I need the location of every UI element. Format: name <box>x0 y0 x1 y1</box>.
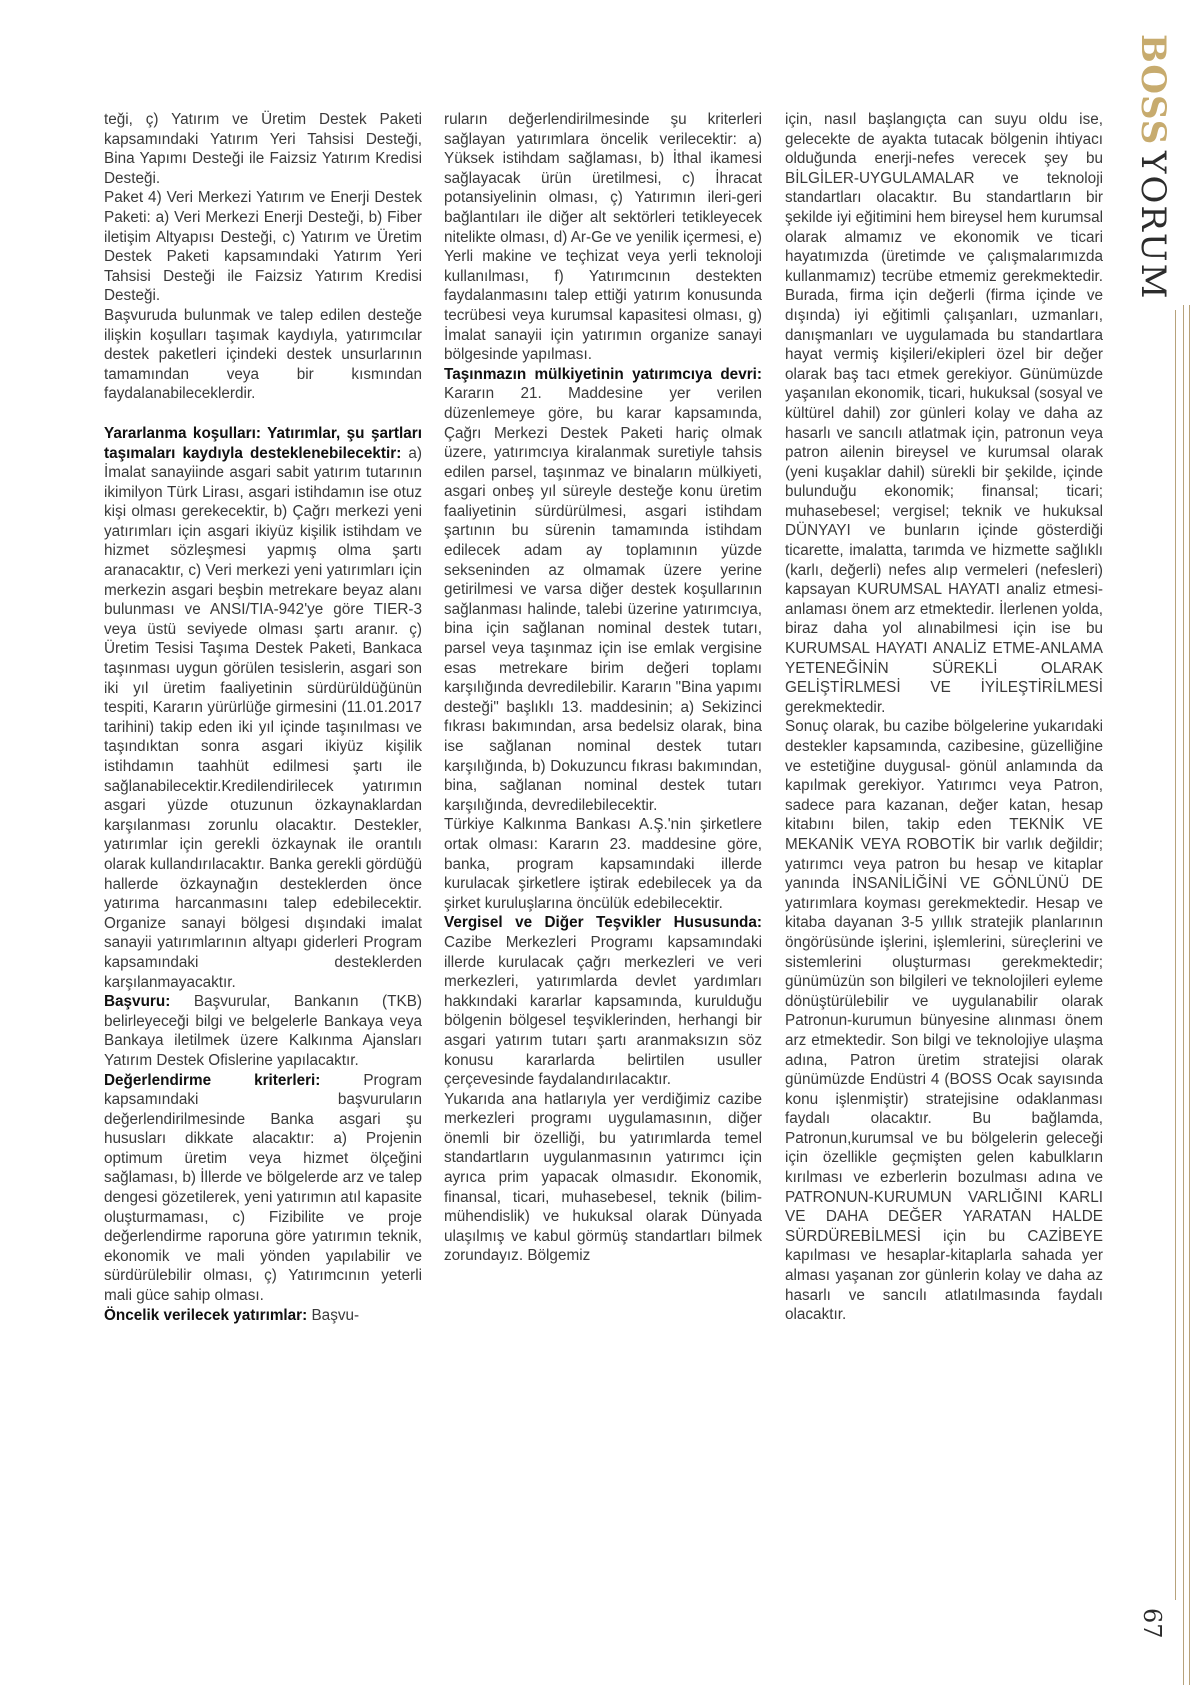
decorative-rule <box>1175 310 1176 1600</box>
article-column-2 <box>444 110 762 1266</box>
paragraph: ruların değerlendirilmesinde şu kriterleri sağlayan yatırımlara öncelik verilecektir: a) Yüksek istihdam sağlaması, b) İthal ikamesi sağlayacak ürün üretilmesi, c) İhracat potansiyelinin olması, ç) Yatırımın ileri-geri bağlantıları ile diğer alt sektörleri tetikleyecek nitelikte olması, d) Ar-Ge ve yenilik içermesi, e) Yerli makine ve teçhizat veya yerli teknoloji kullanılması, f) Yatırımcının destekten faydalanmasını talep ettiği yatırım konusunda tecrübesi veya kurumsal kapasitesi olması, g) İmalat sanayii için yatırımın organize sanayi bölgesinde yapılması. <box>444 111 762 364</box>
paragraph: teği, ç) Yatırım ve Üretim Destek Paketi kapsamındaki Yatırım Yeri Tahsisi Desteği, Bina Yapımı Desteği ile Faizsiz Yatırım Kredisi Desteği. <box>104 111 422 187</box>
decorative-rule <box>1183 305 1184 1685</box>
paragraph-oncelik <box>104 1306 422 1326</box>
article-column-3 <box>785 110 1103 1325</box>
paragraph-text: Program kapsamındaki başvuruların değerlendirilmesinde Banka asgari şu hususları dikkate alacaktır: a) Projenin optimum üretim veya hizmet ölçeğini sağlaması, b) İllerde ve bölgelerde arz ve talep dengesi gözetilerek, yeni yatırımın atıl kapasite oluşturmaması, c) Fizibilite ve proje değerlendirme raporuna göre yatırımın teknik, ekonomik ve mali yönden yapılabilir ve sürdürülebilir olması, ç) Yatırımcının yeterli mali güce sahip olması. <box>104 1071 423 1305</box>
masthead-sidebar <box>1123 0 1200 1689</box>
masthead-title <box>1133 34 1173 301</box>
paragraph-tasinmaz <box>444 365 762 816</box>
paragraph: Yukarıda ana hatlarıyla yer verdiğimiz cazibe merkezleri programı uygulamasının, diğer önemli bir özelliği, bu yatırımlarda temel standartların uygulanmasının yatırımcı için ayrıca prim yapacak olmasıdır. Ekonomik, finansal, ticari, muhasebesel, teknik (bilim-mühendislik) ve hukuksal olarak Dünyada ulaşılmış ve kabul görmüş standartları bilmek zorundayız. Bölgemiz <box>444 1090 762 1265</box>
paragraph: Paket 4) Veri Merkezi Yatırım ve Enerji Destek Paketi: a) Veri Merkezi Enerji Desteği, b) Fiber iletişim Altyapısı Desteği, c) Yatırım ve Üretim Destek Paketi kapsamındaki Yatırım Yeri Tahsisi Desteği ile Faizsiz Yatırım Kredisi Desteği. <box>104 189 422 305</box>
paragraph: Türkiye Kalkınma Bankası A.Ş.'nin şirketlere ortak olması: Kararın 23. maddesine göre, banka, program kapsamındaki illerde kurulacak şirketlere iştirak edebilecek ya da şirket kuruluşlarına öncülük edebilecektir. <box>444 816 762 912</box>
page-number: 67 <box>1138 1608 1166 1639</box>
paragraph: Başvuruda bulunmak ve talep edilen desteğe ilişkin koşulları taşımak kaydıyla, yatırımcılar destek paketleri içindeki destek unsurlarının tamamından veya bir kısmından faydalanabileceklerdir. <box>104 306 422 403</box>
paragraph: Sonuç olarak, bu cazibe bölgelerine yukarıdaki destekler kapsamında, cazibesine, güzelliğine ve estetiğine duygusal- gönül anlamında da kapılmak gerekiyor. Yatırımcı veya Patron, sadece para kazanan, değer katan, hesap kitabını bilen, takip eden TEKNİK VE MEKANİK VEYA ROBOTİK bir varlık değildir; yatırımcı veya patron bu hesap ve kitaplar yanında İNSANİLİĞİNİ VE GÖNLÜNÜ DE yatırımlara koyması gerekmektedir. Hesap ve kitaba dayanan 3-5 yıllık stratejik planlarının öngörüsünde işlerini, işlemlerini, süreçlerini ve sistemlerini oluşturması gerekmektedir; günümüzün son bilgileri ve teknolojileri eyleme dönüştürülebilir ve uygulanabilir olarak Patronun-kurumun bünyesine alınması önem arz etmektedir. Son bilgi ve teknolojiye ulaşma adına, Patron üretim stratejisi olarak günümüzde Endüstri 4 (BOSS Ocak sayısında konu işlenmiştir) stratejisine odaklanması faydalı olacaktır. Bu bağlamda, Patronun,kurumsal ve bu bölgelerin geleceği için özellikle geçmişten gelen kabulkların kırılması ve ezberlerin bozulması adına ve PATRONUN-KURUMUN VARLIĞINI KARLI VE DAHA DEĞER YARATAN HALDE SÜRDÜREBİLMESİ için bu CAZİBEYE kapılması ve hesaplar-kitaplarla sahada yer alması yaşanan zor günlerin kolay ve daha az hasarlı ve sancılı atlatılmasında faydalı olacaktır. <box>785 718 1103 1324</box>
decorative-rule <box>1189 305 1190 1685</box>
paragraph-degerlendirme <box>104 1071 422 1306</box>
paragraph-text: Başvurular, Bankanın (TKB) belirleyeceği bilgi ve belgelerle Bankaya veya Bankaya iletilmek üzere Kalkınma Ajansları Yatırım Destek Ofislerine yapılacaktır. <box>104 993 422 1069</box>
section-label: YORUM <box>1133 151 1173 301</box>
paragraph-text: Kararın 21. Maddesine yer verilen düzenlemeye göre, bu karar kapsamında, Çağrı Merkezi Destek Paketi hariç olmak üzere, yatırımcıya kiralanmak suretiyle tahsis edilen parsel, taşınmaz ve binaların mülkiyeti, asgari onbeş yıl süreyle desteğe konu üretim faaliyetinin sürdürülmesi, asgari istihdam şartının bu sürenin tamamında istihdam edilecek adam ay toplamının yüzde sekseninden az olmamak üzere yerine getirilmesi ve varsa diğer destek koşullarının sağlanması halinde, talebi üzerine yatırımcıya, bina için sağlanan nominal destek tutarı, parsel veya taşınmaz için ise emlak vergisine esas metrekare birim değeri toplamı karşılığında devredilebilir. Kararın "Bina yapımı desteği" başlıklı 13. maddesinin; a) Sekizinci fıkrası bakımından, arsa bedelsiz olarak, bina ise sağlanan nominal destek tutarı karşılığında, b) Dokuzuncu fıkrası bakımından, bina, sağlanan nominal destek tutarı karşılığında, devredilebilecektir. <box>444 385 762 814</box>
section-heading: Yararlanma koşulları: Yatırımlar, şu şartları taşımaları kaydıyla desteklenebilecektir: <box>104 424 422 462</box>
paragraph-yararlanma <box>104 424 422 992</box>
paragraph: için, nasıl başlangıçta can suyu oldu ise, gelecekte de ayakta tutacak bölgenin ihtiyacı olduğunda enerji-nefes verecek şey bu BİLGİLER-UYGULAMALAR ve teknoloji standartları olacaktır. Bu standartların bir şekilde iyi eğitimini hem bireysel hem kurumsal olarak almamız ve ekonomik ve ticari hayatımızda (üretimde ve çalışmalarımızda kullanmamız) tecrübe etmemiz gerekmektedir. Burada, firma için değerli (firma içinde ve dışında) iyi eğitimli çalışanları, uzmanları, danışmanları ve uygulamada bu standartlara hayat vermiş kişileri/ekipleri özel bir değer olarak baş tacı etmek gerekiyor. Günümüzde yaşanılan ekonomik, ticari, hukuksal (sosyal ve kültürel dahil) zor günleri kolay ve daha az hasarlı ve sancılı atlatmak için, patronun veya patron ailenin bireysel ve kurumsal olarak (yeni kuşaklar dahil) sürekli bir şekilde, içinde bulunduğu ekonomik; finansal; ticari; muhasebesel; vergisel; teknik ve hukuksal DÜNYAYI ve bunların içinde gösterdiği ticarette, imalatta, tarımda ve hizmette sağlıklı (karlı, değerli) nefes alıp vermeleri (nefesleri) kapsayan KURUMSAL HAYATI analiz etmesi-anlaması önem arz etmektedir. İlerlenen yolda, biraz daha yol alınabilmesi için ise bu KURUMSAL HAYATI ANALİZ ETME-ANLAMA YETENEĞİNİN SÜREKLİ OLARAK GELİŞTİRLMESİ VE İYİLEŞTİRİLMESİ gerekmektedir. <box>785 111 1103 716</box>
paragraph-text: Başvu- <box>307 1306 360 1324</box>
brand-logo-text: BOSS <box>1133 34 1173 146</box>
article-column-1 <box>104 110 422 1325</box>
section-heading: Vergisel ve Diğer Teşvikler Hususunda: <box>444 914 762 932</box>
paragraph-basvuru <box>104 992 422 1070</box>
paragraph-text: Cazibe Merkezleri Programı kapsamındaki illerde kurulacak çağrı merkezleri ve veri merkezleri, yatırımlarda devlet yardımları hakkındaki kararlar kapsamında, kurulduğu bölgenin bölgesel teşviklerinden, herhangi bir asgari yatırım tutarı şartı aranmaksızın söz konusu kararlarda belirtilen usuller çerçevesinde faydalandırılacaktır. <box>444 933 762 1089</box>
section-heading: Başvuru: <box>104 993 171 1011</box>
paragraph-text: a) İmalat sanayiinde asgari sabit yatırım tutarının ikimilyon Türk Lirası, asgari istihdamın ise otuz kişi olması gerekecektir, b) Çağrı merkezi yeni yatırımları için asgari ikiyüz kişilik istihdam ve hizmet sözleşmesi yapmış olma şartı aranacaktır, c) Veri merkezi yeni yatırımları için merkezin asgari beşbin metrekare beyaz alanı bulunması ve ANSI/TIA-942'ye göre TIER-3 veya üstü seviyede olması şartı aranır. ç) Üretim Tesisi Taşıma Destek Paketi, Bankaca taşınması uygun görülen tesislerin, asgari son iki yıl üretim faaliyetinin sürdürüldüğünün tespiti, Kararın yürürlüğe girmesini (11.01.2017 tarihini) takip eden iki yıl içinde taşınılması ve taşındıktan sonra asgari ikiyüz kişilik istihdamın taahhüt edilmesi şartı ile sağlanabilecektir.Kredilendirilecek yatırımın asgari yüzde otuzunun özkaynaklardan karşılanması zorunlu olacaktır. Destekler, yatırımlar için gerekli özkaynak ile orantılı olarak kullandırılacaktır. Banka gerekli gördüğü hallerde özkaynağın desteklerden önce yatırıma harcanmasını talep edebilecektir. Organize sanayi bölgesi dışındaki imalat sanayii yatırımlarının altyapı giderleri Program kapsamındaki desteklerden karşılanmayacaktır. <box>104 444 423 991</box>
section-heading: Değerlendirme kriterleri: <box>104 1071 321 1089</box>
paragraph-vergisel <box>444 913 762 1089</box>
section-heading: Taşınmazın mülkiyetinin yatırımcıya devri: <box>444 365 762 383</box>
section-heading: Öncelik verilecek yatırımlar: <box>104 1306 308 1324</box>
